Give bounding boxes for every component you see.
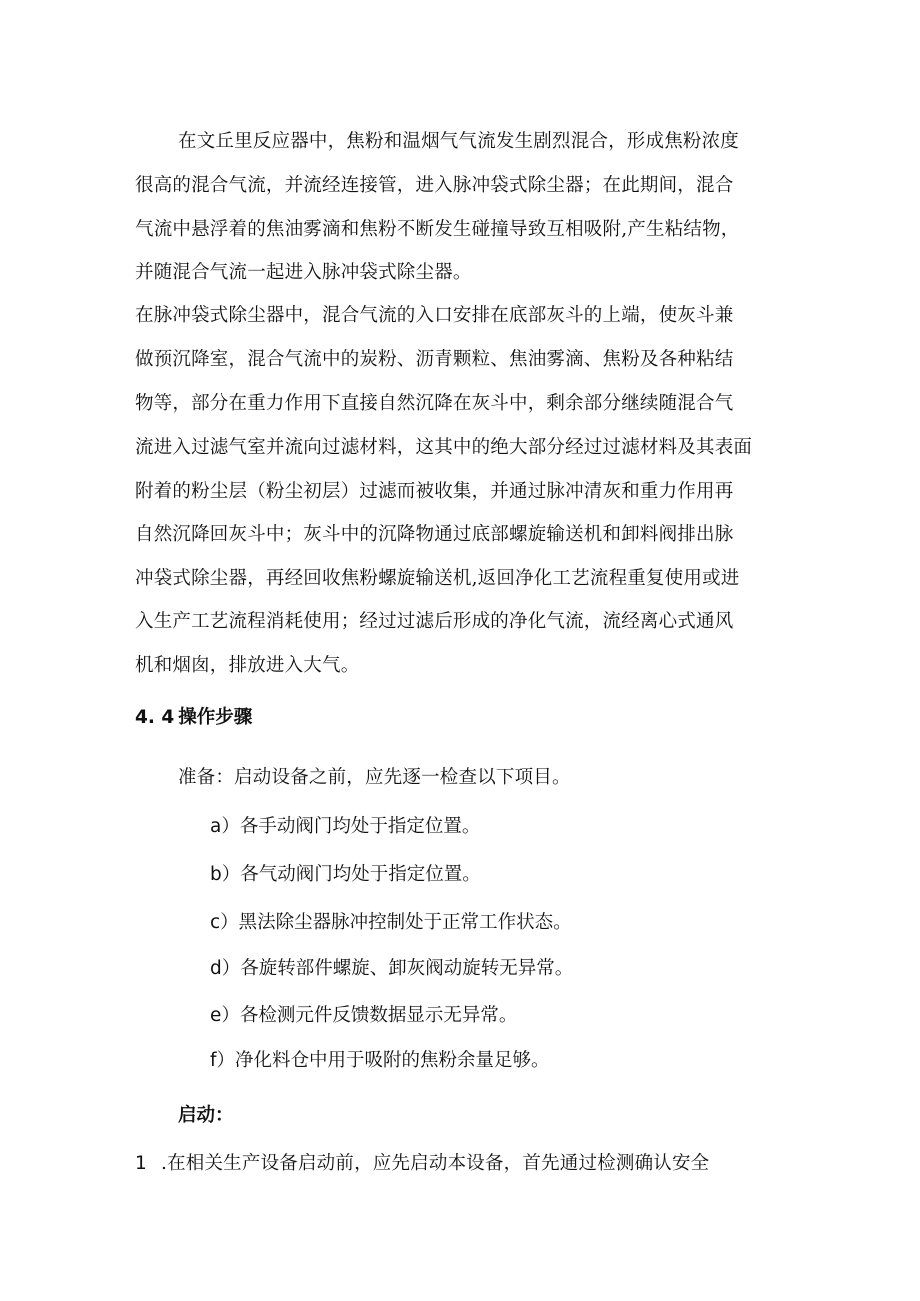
- paragraph-1-line-2: 很高的混合气流，并流经连接管，进入脉冲袋式除尘器；在此期间，混合: [135, 175, 734, 196]
- item-text: 各气动阀门均处于指定位置。: [240, 864, 481, 885]
- paragraph-1-line-1: 在文丘里反应器中，焦粉和温烟气气流发生剧烈混合，形成焦粉浓度: [178, 131, 740, 152]
- checklist-item-a: [210, 813, 480, 841]
- item-marker: f）: [210, 1050, 236, 1071]
- paragraph-2-line-1: 在脉冲袋式除尘器中，混合气流的入口安排在底部灰斗的上端，使灰斗兼: [135, 305, 734, 326]
- paragraph-1-line-3: 气流中悬浮着的焦油雾滴和焦粉不断发生碰撞导致互相吸附,产生粘结物，: [135, 219, 740, 240]
- section-title: 操作步骤: [178, 707, 253, 728]
- section-heading: [135, 704, 252, 732]
- item-marker: d）: [210, 958, 241, 979]
- step-number: 1: [135, 1153, 147, 1174]
- item-text: 各检测元件反馈数据显示无异常。: [239, 1005, 518, 1026]
- paragraph-2-line-9: 机和烟囱，排放进入大气。: [135, 655, 360, 676]
- preparation-intro: 准备：启动设备之前，应先逐一检查以下项目。: [178, 767, 571, 788]
- item-marker: b）: [210, 864, 241, 885]
- item-text: 各旋转部件螺旋、卸灰阀动旋转无异常。: [240, 958, 574, 979]
- startup-step-1: [135, 1150, 709, 1178]
- checklist-item-e: [210, 1002, 517, 1030]
- paragraph-2-line-3: 物等，部分在重力作用下直接自然沉降在灰斗中，剩余部分继续随混合气: [135, 393, 734, 414]
- paragraph-2-line-7: 冲袋式除尘器，再经回收焦粉螺旋输送机,返回净化工艺流程重复使用或进: [135, 568, 740, 589]
- paragraph-2-line-2: 做预沉降室，混合气流中的炭粉、沥青颗粒、焦油雾滴、焦粉及各种粘结: [135, 349, 734, 370]
- item-text: 黑法除尘器脉冲控制处于正常工作状态。: [238, 912, 572, 933]
- paragraph-1-line-4: 并随混合气流一起进入脉冲袋式除尘器。: [135, 262, 472, 283]
- checklist-item-d: [210, 955, 573, 983]
- startup-heading: 启动：: [178, 1105, 234, 1126]
- paragraph-2-line-6: 自然沉降回灰斗中；灰斗中的沉降物通过底部螺旋输送机和卸料阀排出脉: [135, 524, 734, 545]
- paragraph-2-line-8: 入生产工艺流程消耗使用；经过过滤后形成的净化气流，流经离心式通风: [135, 611, 734, 632]
- checklist-item-c: [210, 909, 572, 937]
- section-number: 4. 4: [135, 707, 175, 728]
- item-marker: c）: [210, 912, 239, 933]
- checklist-item-b: [210, 861, 481, 889]
- step-text: .在相关生产设备启动前，应先启动本设备，首先通过检测确认安全: [160, 1153, 710, 1174]
- item-text: 净化料仓中用于吸附的焦粉余量足够。: [235, 1050, 550, 1071]
- paragraph-2-line-4: 流进入过滤气室并流向过滤材料，这其中的绝大部分经过过滤材料及其表面: [135, 437, 753, 458]
- item-marker: a）: [210, 816, 240, 837]
- checklist-item-f: [210, 1047, 550, 1075]
- item-text: 各手动阀门均处于指定位置。: [239, 816, 481, 837]
- item-marker: e）: [210, 1005, 240, 1026]
- paragraph-2-line-5: 附着的粉尘层（粉尘初层）过滤而被收集，并通过脉冲清灰和重力作用再: [135, 481, 734, 502]
